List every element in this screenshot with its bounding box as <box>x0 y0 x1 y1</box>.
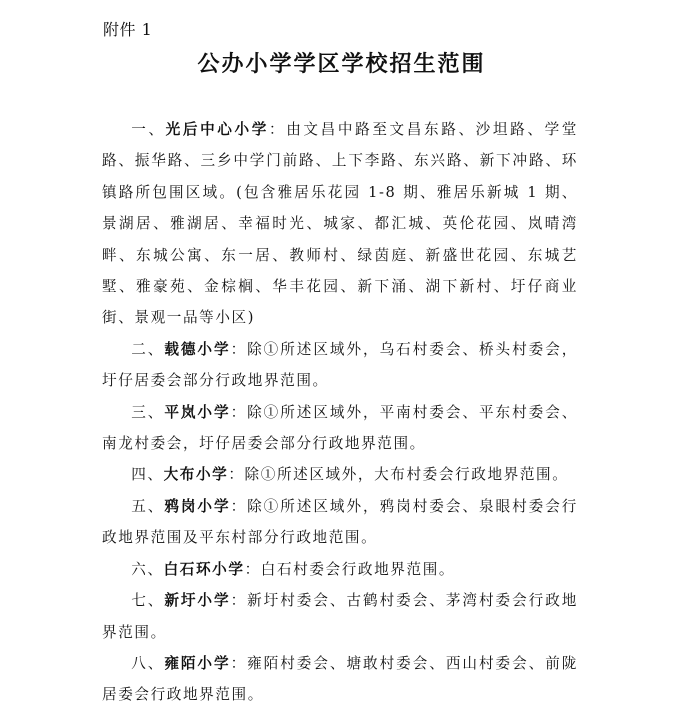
section-paragraph <box>102 648 578 711</box>
section-text: ：除①所述区域外，乌石村委会、桥头村委会，圩仔居委会部分行政地界范围。 <box>102 340 578 390</box>
school-name: 平岚小学 <box>164 403 231 421</box>
section-paragraph <box>102 397 578 460</box>
section-paragraph <box>102 334 578 397</box>
attachment-label: 附件 1 <box>103 20 153 39</box>
section-text: ：由文昌中路至文昌东路、沙坦路、学堂路、振华路、三乡中学门前路、上下李路、东兴路、新下冲路、环镇路所包围区域。(包含雅居乐花园 1-8 期、雅居乐新城 1 期、景湖居、雅湖居、幸福时光、城家、都汇城、英伦花园、岚晴湾畔、东城公寓、东一居、教师村、绿茵庭、新盛世花园、东城艺墅、雅豪苑、金棕榈、华丰花园、新下涌、湖下新村、圩仔商业街、景观一品等小区) <box>102 121 578 327</box>
section-text: ：除①所述区域外，平南村委会、平东村委会、南龙村委会，圩仔居委会部分行政地界范围。 <box>102 403 578 453</box>
section-prefix: 八、 <box>131 654 165 672</box>
section-prefix: 四、 <box>131 466 164 484</box>
school-name: 新圩小学 <box>164 592 231 610</box>
school-name: 光后中心小学 <box>165 121 269 138</box>
school-name: 鸦岗小学 <box>164 497 231 515</box>
section-text: ：新圩村委会、古鹤村委会、茅湾村委会行政地界范围。 <box>102 592 578 641</box>
section-text: ：白石村委会行政地界范围。 <box>244 560 456 578</box>
section-paragraph <box>102 491 578 554</box>
section-paragraph <box>102 114 578 334</box>
school-name: 载德小学 <box>164 340 231 358</box>
school-name: 白石环小学 <box>163 560 245 578</box>
section-prefix: 二、 <box>131 340 165 358</box>
section-paragraph <box>102 554 578 585</box>
section-prefix: 一、 <box>131 121 166 138</box>
school-name: 大布小学 <box>163 466 229 484</box>
school-name: 雍陌小学 <box>164 654 231 672</box>
section-prefix: 五、 <box>131 497 165 515</box>
section-text: ：雍陌村委会、塘敢村委会、西山村委会、前陇居委会行政地界范围。 <box>102 654 578 704</box>
section-paragraph <box>102 459 578 490</box>
section-prefix: 七、 <box>131 592 165 610</box>
document-body <box>102 114 578 711</box>
section-prefix: 三、 <box>131 403 165 421</box>
page-title: 公办小学学区学校招生范围 <box>197 52 486 77</box>
section-text: ：除①所述区域外，鸦岗村委会、泉眼村委会行政地界范围及平东村部分行政地范围。 <box>102 497 578 547</box>
section-paragraph <box>102 585 578 648</box>
section-prefix: 六、 <box>131 560 164 578</box>
section-text: ：除①所述区域外，大布村委会行政地界范围。 <box>228 466 569 484</box>
